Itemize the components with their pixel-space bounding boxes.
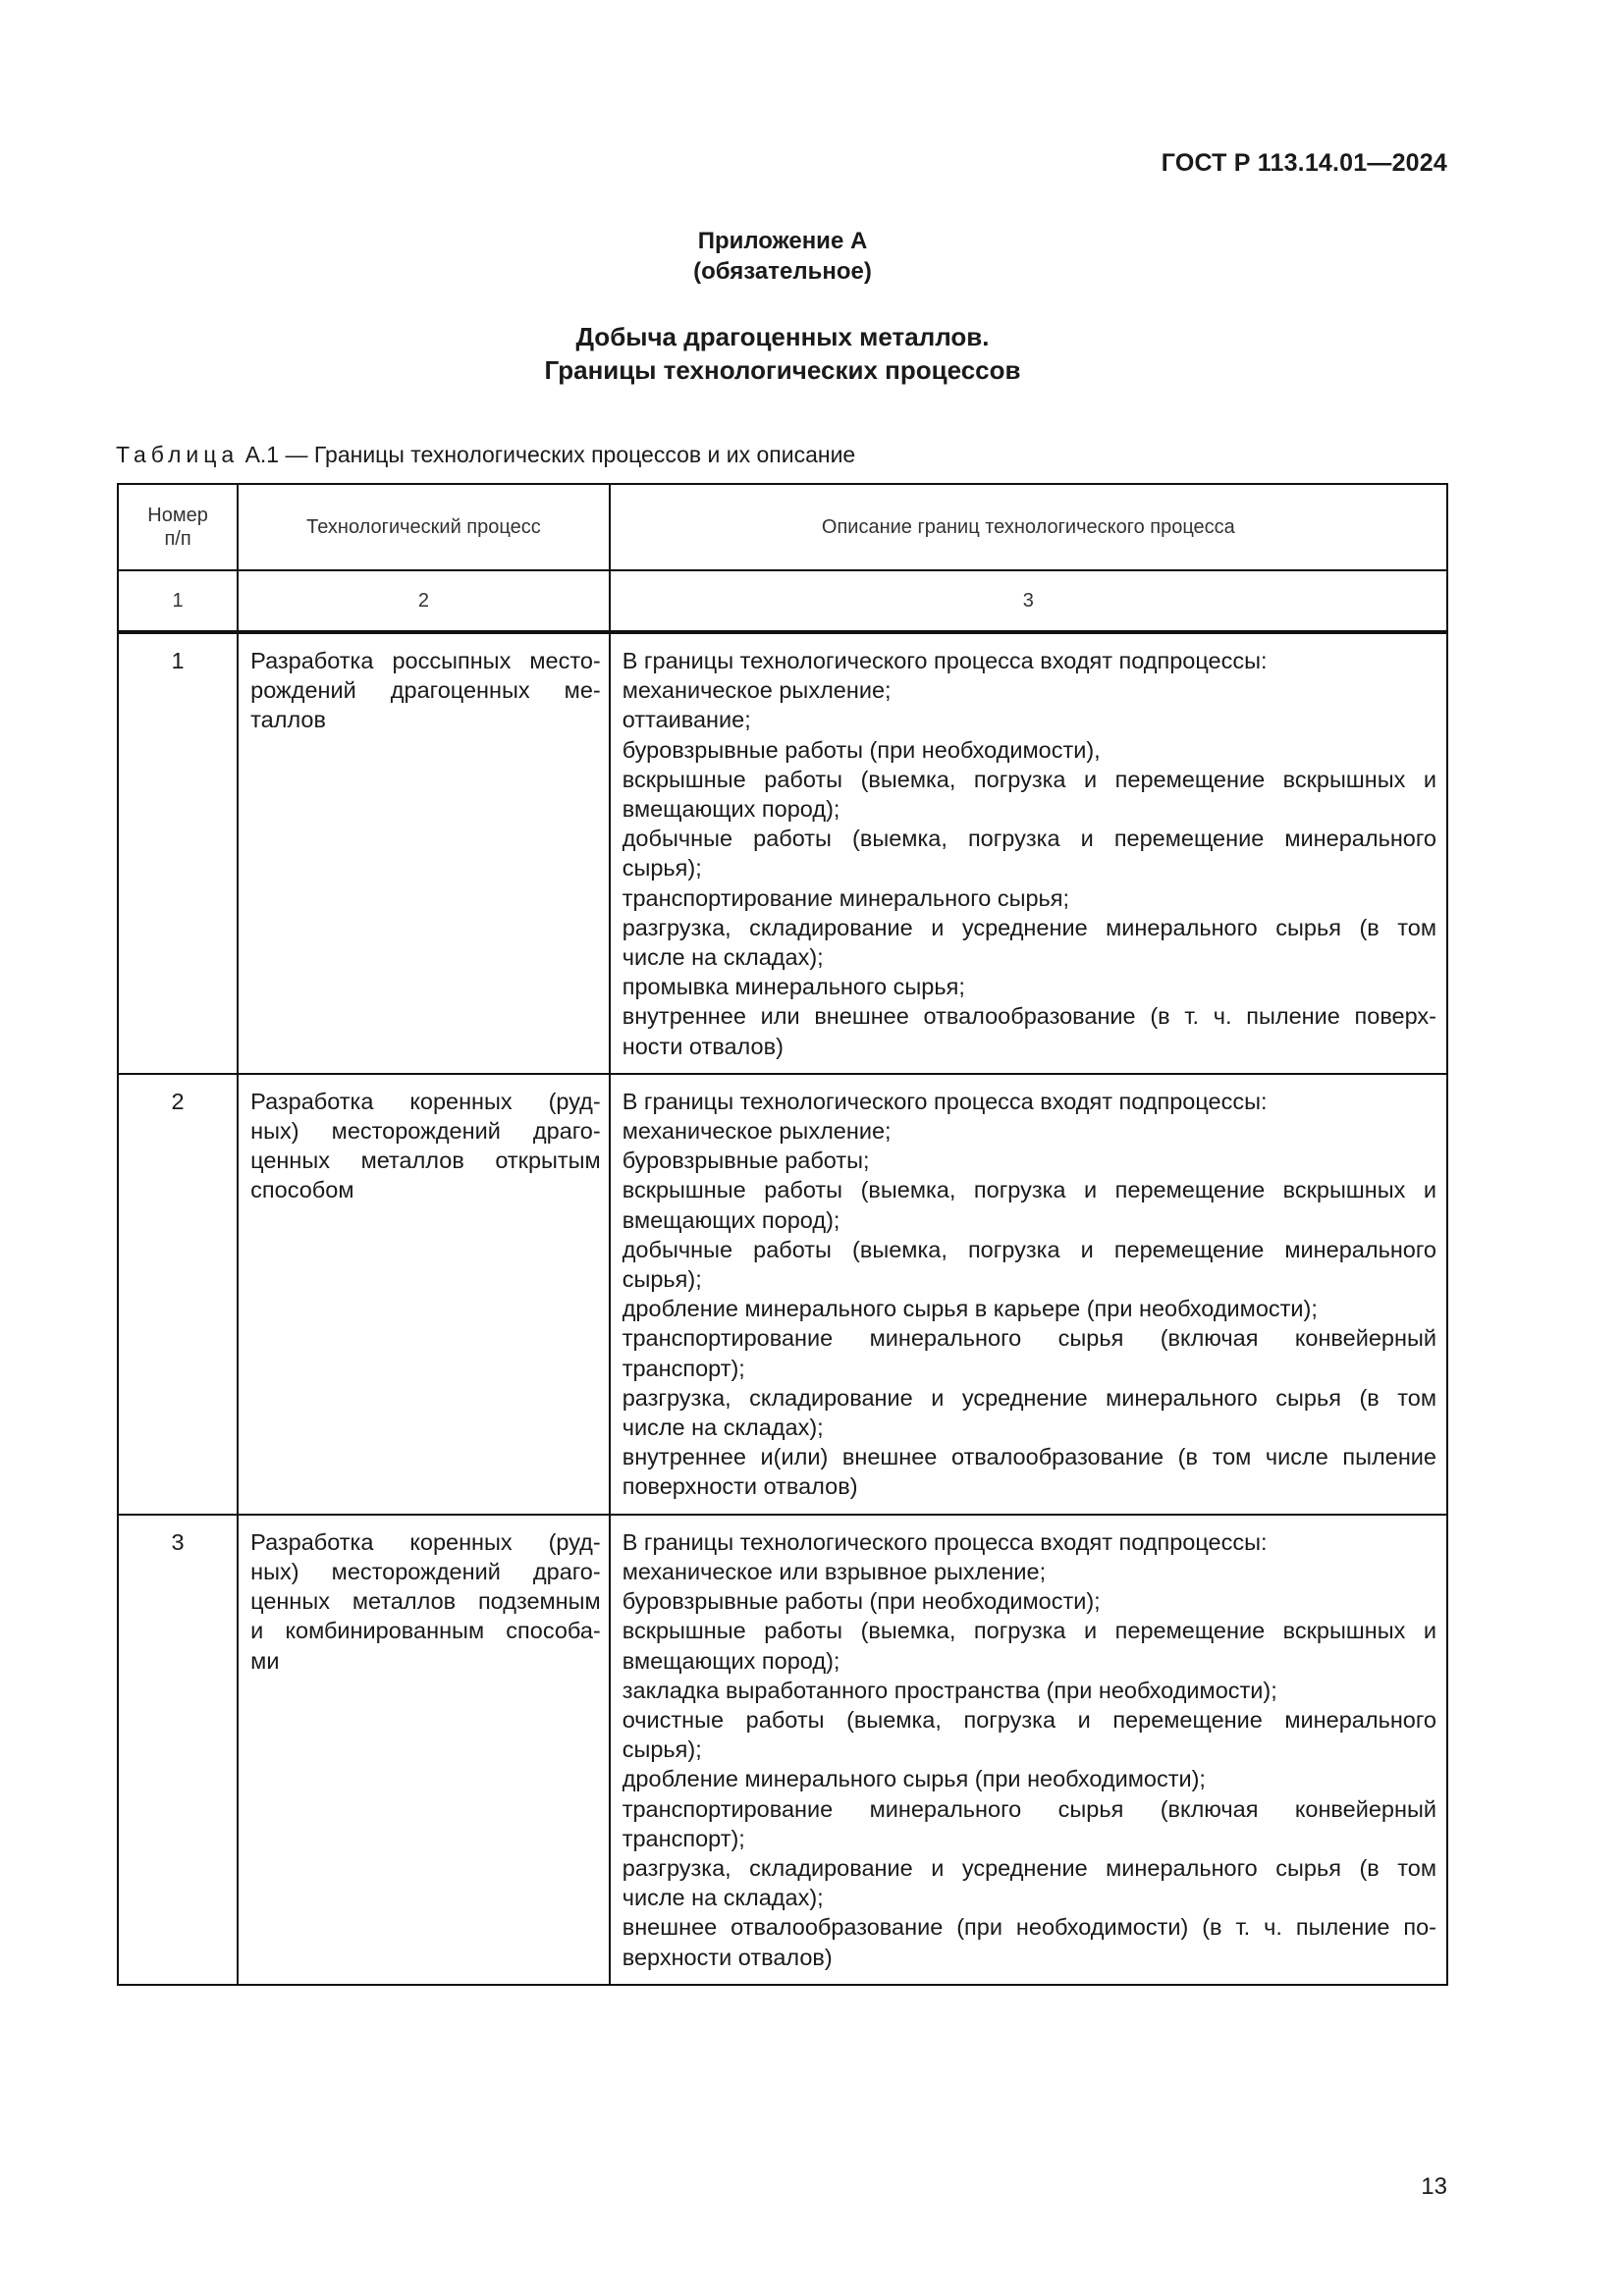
description-text-line: числе на складах);: [622, 1885, 824, 1911]
column-number-1: 1: [118, 570, 238, 632]
table-caption-prefix: Таблица: [116, 442, 240, 467]
description-text-line: транспортирование минерального сырья;: [622, 884, 1070, 911]
description-text-line: внутреннее и(или) внешнее отвалообразование (в том числе пыление: [622, 1444, 1436, 1470]
description-text-line: внутреннее или внешнее отвалообразование (в т. ч. пыление поверх-: [622, 1003, 1436, 1030]
description-text-line: закладка выработанного пространства (при необходимости);: [622, 1677, 1277, 1703]
description-text-line: промывка минерального сырья;: [622, 974, 965, 1000]
description-text-line: числе на складах);: [622, 1415, 824, 1441]
description-text-line: дробление минерального сырья в карьере (при необходимости);: [622, 1296, 1318, 1322]
description-text-line: вмещающих пород);: [622, 1647, 840, 1674]
row-number: 2: [118, 1074, 238, 1515]
header-number: Номер п/п: [118, 484, 238, 570]
column-number-row: [118, 570, 1447, 632]
header-description: Описание границ технологического процесса: [610, 484, 1447, 570]
description-text-line: В границы технологического процесса входят подпроцессы:: [622, 1528, 1268, 1555]
description-text-line: добычные работы (выемка, погрузка и перемещение минерального: [622, 826, 1436, 852]
description-text-line: буровзрывные работы (при необходимости),: [622, 736, 1101, 763]
appendix-status: (обязательное): [693, 258, 872, 285]
process-text-line: и комбинированным способа-: [250, 1618, 601, 1644]
description-text-line: ности отвалов): [622, 1033, 784, 1059]
description-text-line: разгрузка, складирование и усреднение минерального сырья (в том: [622, 914, 1436, 940]
description-text-line: разгрузка, складирование и усреднение минерального сырья (в том: [622, 1854, 1436, 1881]
process-table: [117, 483, 1448, 1986]
description-text-line: верхности отвалов): [622, 1944, 833, 1970]
description-text-line: буровзрывные работы;: [622, 1148, 870, 1174]
row-process: [238, 632, 610, 1074]
description-text-line: буровзрывные работы (при необходимости);: [622, 1588, 1101, 1615]
process-text-line: ценных металлов подземным: [250, 1588, 601, 1615]
description-text-line: поверхности отвалов): [622, 1473, 858, 1500]
page-number: 13: [1421, 2173, 1447, 2200]
description-text-line: сырья);: [622, 1736, 702, 1763]
appendix-title: Приложение А: [697, 228, 868, 254]
table-header-row: [118, 484, 1447, 570]
description-text-line: числе на складах);: [622, 944, 824, 971]
process-text-line: таллов: [250, 707, 326, 733]
table-row: [118, 632, 1447, 1074]
description-text-line: транспорт);: [622, 1355, 745, 1381]
process-text-line: Разработка коренных (руд-: [250, 1088, 601, 1114]
description-text-line: сырья);: [622, 1266, 702, 1293]
description-text-line: дробление минерального сырья (при необходимости);: [622, 1766, 1206, 1792]
description-text-line: вскрышные работы (выемка, погрузка и перемещение вскрышных и: [622, 766, 1436, 792]
description-text-line: добычные работы (выемка, погрузка и перемещение минерального: [622, 1236, 1436, 1262]
description-text-line: В границы технологического процесса входят подпроцессы:: [622, 648, 1268, 673]
description-text-line: вмещающих пород);: [622, 796, 840, 823]
process-text-line: ных) месторождений драго-: [250, 1118, 601, 1145]
process-text-line: Разработка россыпных место-: [250, 648, 601, 673]
table-caption-text: А.1 — Границы технологических процессов и их описание: [239, 442, 856, 467]
header-process: Технологический процесс: [238, 484, 610, 570]
row-description: [610, 1074, 1447, 1515]
description-text-line: очистные работы (выемка, погрузка и перемещение минерального: [622, 1706, 1436, 1733]
description-text-line: В границы технологического процесса входят подпроцессы:: [622, 1088, 1268, 1114]
row-description: [610, 1515, 1447, 1985]
description-text-line: транспортирование минерального сырья (включая конвейерный: [622, 1795, 1436, 1822]
table-row: [118, 1074, 1447, 1515]
row-process: [238, 1515, 610, 1985]
process-text-line: Разработка коренных (руд-: [250, 1528, 601, 1555]
description-text-line: механическое или взрывное рыхление;: [622, 1558, 1047, 1584]
description-text-line: транспортирование минерального сырья (включая конвейерный: [622, 1325, 1436, 1352]
description-text-line: оттаивание;: [622, 707, 751, 733]
column-number-3: 3: [610, 570, 1447, 632]
description-text-line: вмещающих пород);: [622, 1206, 840, 1233]
description-text-line: вскрышные работы (выемка, погрузка и перемещение вскрышных и: [622, 1177, 1436, 1203]
row-process: [238, 1074, 610, 1515]
process-text-line: ных) месторождений драго-: [250, 1558, 601, 1584]
description-text-line: транспорт);: [622, 1825, 745, 1851]
table-caption: [116, 440, 855, 469]
description-text-line: сырья);: [622, 855, 702, 881]
process-text-line: рождений драгоценных ме-: [250, 677, 601, 704]
section-heading-line-1: Добыча драгоценных металлов.: [575, 322, 990, 351]
column-number-2: 2: [238, 570, 610, 632]
description-text-line: механическое рыхление;: [622, 677, 892, 704]
process-text-line: ми: [250, 1647, 280, 1674]
section-heading-line-2: Границы технологических процессов: [544, 355, 1021, 385]
process-text-line: ценных металлов открытым: [250, 1148, 601, 1174]
description-text-line: вскрышные работы (выемка, погрузка и перемещение вскрышных и: [622, 1618, 1436, 1644]
row-description: [610, 632, 1447, 1074]
document-code: ГОСТ Р 113.14.01—2024: [1161, 149, 1447, 177]
description-text-line: разгрузка, складирование и усреднение минерального сырья (в том: [622, 1384, 1436, 1411]
process-text-line: способом: [250, 1177, 354, 1203]
description-text-line: внешнее отвалообразование (при необходимости) (в т. ч. пыление по-: [622, 1914, 1436, 1941]
row-number: 1: [118, 632, 238, 1074]
table-row: [118, 1515, 1447, 1985]
description-text-line: механическое рыхление;: [622, 1118, 892, 1145]
row-number: 3: [118, 1515, 238, 1985]
appendix-heading: [0, 226, 1565, 287]
section-heading: [0, 320, 1565, 387]
